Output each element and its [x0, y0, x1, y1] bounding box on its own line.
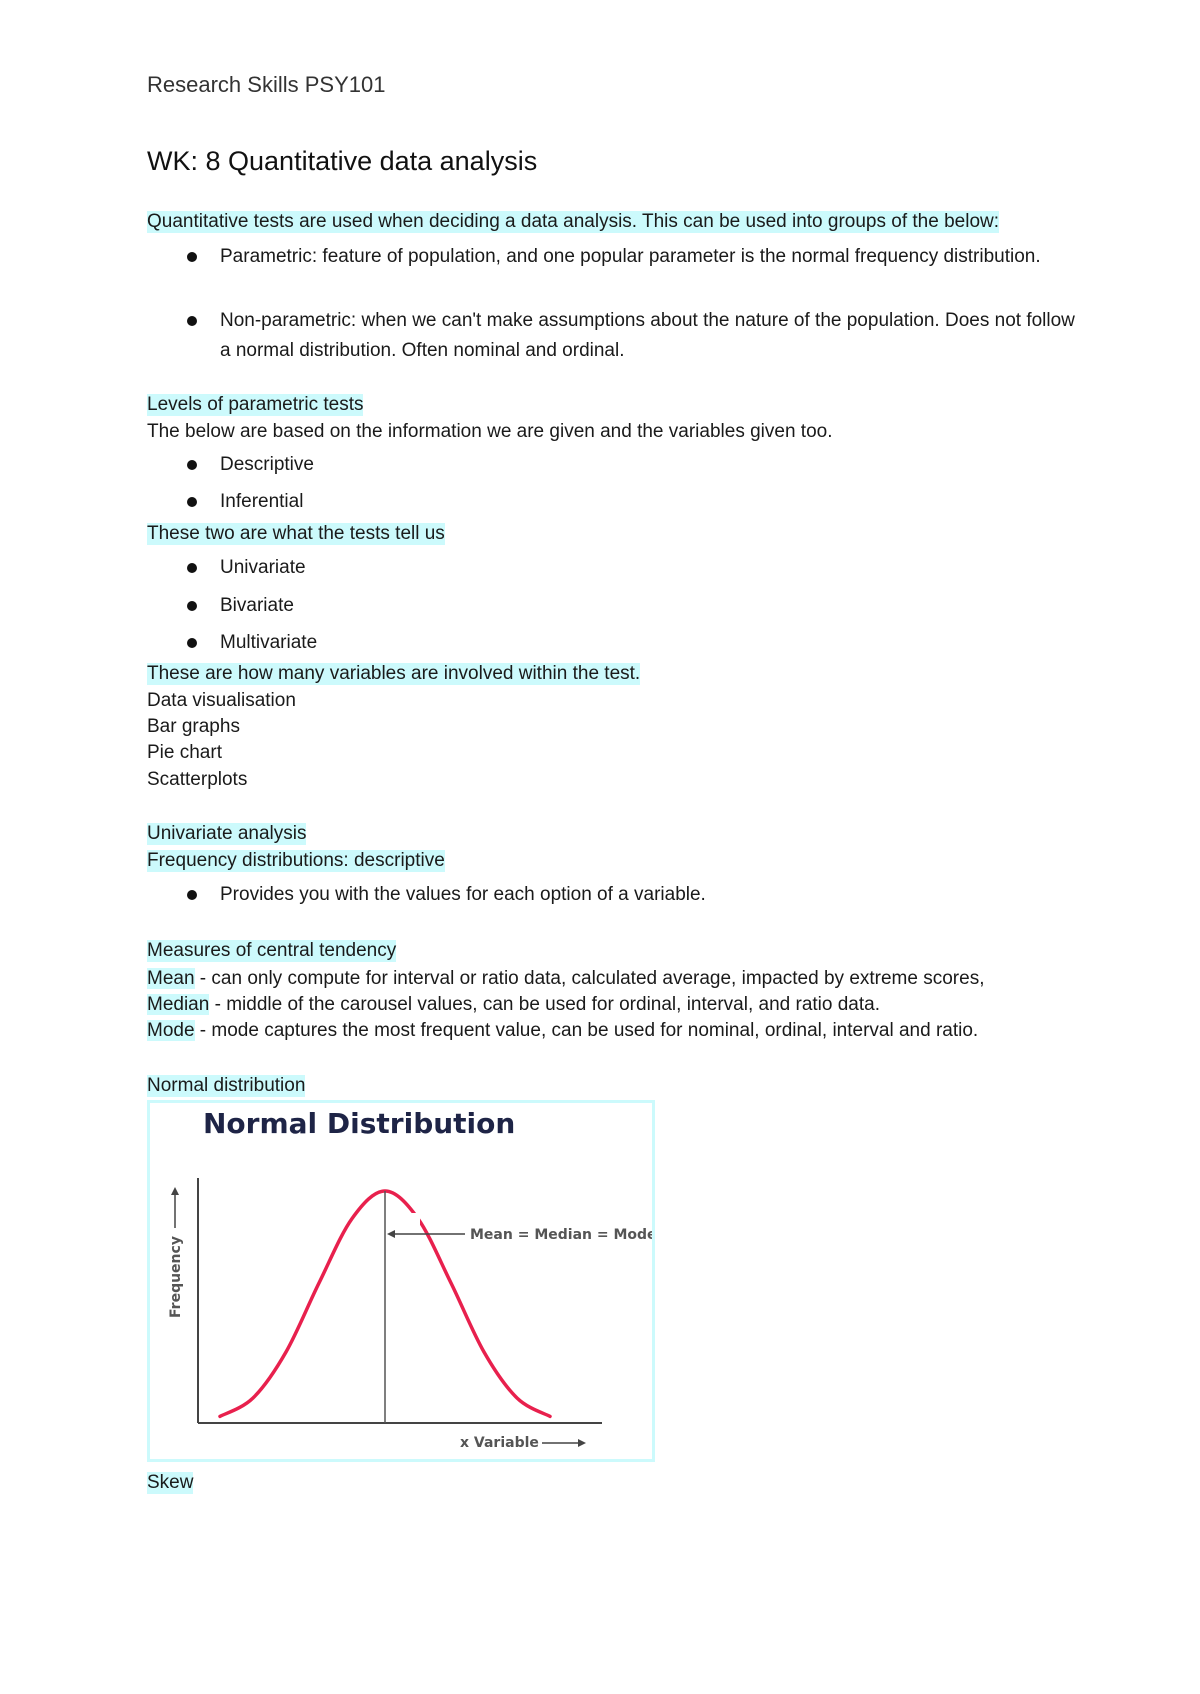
vars-note: These are how many variables are involved within the test. [147, 663, 641, 684]
mean-line [147, 968, 984, 990]
mean-text: - can only compute for interval or ratio data, calculated average, impacted by extreme scores, [194, 968, 985, 989]
central-heading: Measures of central tendency [147, 940, 397, 961]
median-term: Median [147, 994, 210, 1015]
chart-annotation: Mean = Median = Mode [470, 1227, 652, 1243]
tests-heading: These two are what the tests tell us [147, 523, 445, 544]
bullet-icon [187, 890, 197, 900]
curve-gap [398, 1213, 420, 1251]
tests-bullet: Multivariate [220, 632, 318, 653]
y-axis-arrow-icon [171, 1187, 179, 1228]
levels-bullet: Descriptive [220, 454, 314, 475]
y-axis-label: Frequency [168, 1236, 184, 1318]
skew-heading: Skew [147, 1472, 194, 1493]
intro-bullet-parametric: Parametric: feature of population, and one popular parameter is the normal frequency distribution. [220, 246, 1041, 267]
mode-text: - mode captures the most frequent value, can be used for nominal, ordinal, interval and ratio. [194, 1020, 979, 1041]
bullet-icon [187, 601, 197, 611]
bullet-icon [187, 460, 197, 470]
visualisation-item: Bar graphs [147, 716, 240, 737]
mean-term: Mean [147, 968, 195, 989]
freq-bullet: Provides you with the values for each option of a variable. [220, 884, 706, 905]
page-title: WK: 8 Quantitative data analysis [147, 146, 538, 176]
normal-distribution-chart [150, 1103, 652, 1459]
tests-bullet: Bivariate [220, 595, 294, 616]
mode-line [147, 1020, 978, 1042]
intro-text: Quantitative tests are used when deciding a data analysis. This can be used into groups of the below: [147, 211, 1000, 232]
tests-bullet: Univariate [220, 557, 306, 578]
x-axis-arrow-icon [542, 1439, 586, 1447]
univariate-heading: Univariate analysis [147, 823, 307, 844]
visualisation-item: Pie chart [147, 742, 222, 763]
page-header: Research Skills PSY101 [147, 72, 386, 97]
bullet-icon [187, 638, 197, 648]
normal-heading: Normal distribution [147, 1075, 306, 1096]
intro-bullet-nonparametric: Non-parametric: when we can't make assumptions about the nature of the population. Does not follow a normal distribution. Often nominal and ordinal. [220, 310, 1075, 361]
bullet-icon [187, 497, 197, 507]
visualisation-item: Data visualisation [147, 690, 296, 711]
chart-title: Normal Distribution [203, 1107, 516, 1140]
median-line [147, 994, 880, 1016]
bullet-icon [187, 252, 197, 262]
levels-text: The below are based on the information we are given and the variables given too. [147, 421, 833, 442]
bullet-icon [187, 316, 197, 326]
levels-bullet: Inferential [220, 491, 304, 512]
median-text: - middle of the carousel values, can be used for ordinal, interval, and ratio data. [209, 994, 880, 1015]
freq-heading: Frequency distributions: descriptive [147, 850, 445, 871]
x-axis-label: x Variable [460, 1435, 539, 1451]
mode-term: Mode [147, 1020, 195, 1041]
visualisation-item: Scatterplots [147, 769, 248, 790]
bullet-icon [187, 563, 197, 573]
normal-distribution-figure [147, 1100, 655, 1462]
levels-heading: Levels of parametric tests [147, 394, 364, 415]
